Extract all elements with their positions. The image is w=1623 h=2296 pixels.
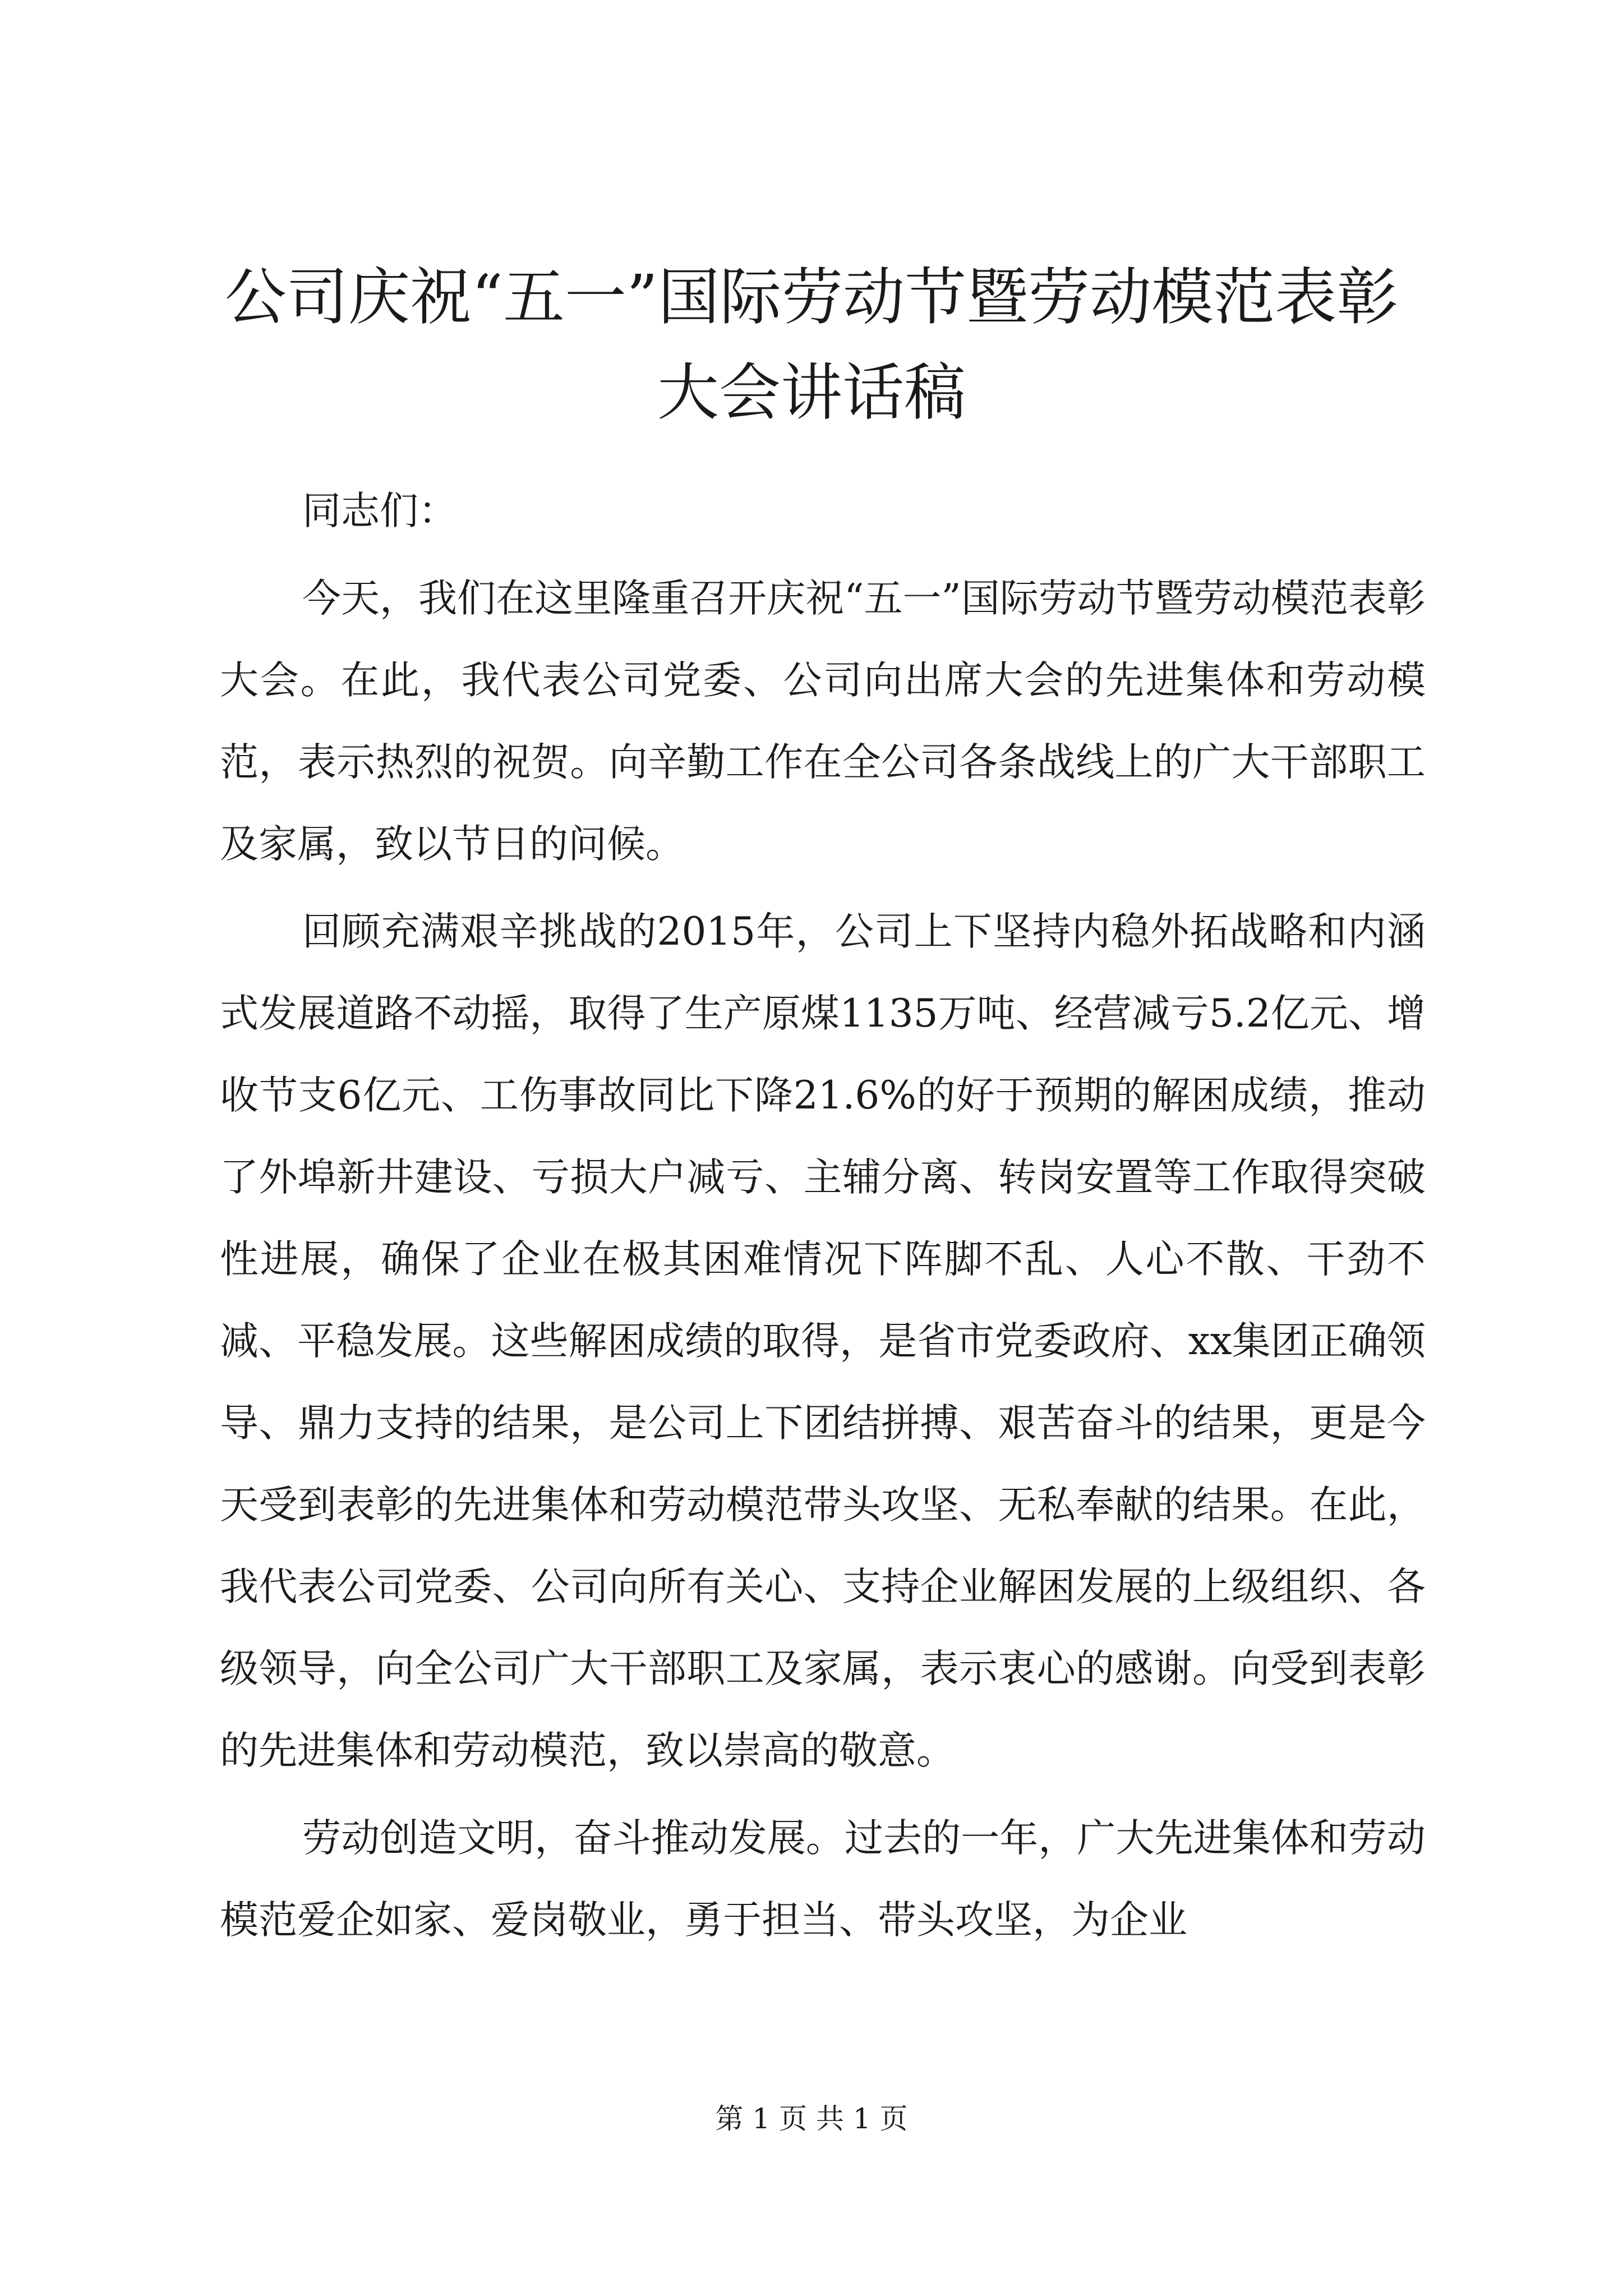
- title-line-1: 公司庆祝“五一”国际劳动节暨劳动模范表彰: [224, 261, 1399, 333]
- page-footer: 第 1 页 共 1 页: [715, 2102, 908, 2135]
- salutation: 同志们：: [302, 489, 457, 533]
- paragraph-1: 今天，我们在这里隆重召开庆祝“五一”国际劳动节暨劳动模范表彰大会。在此，我代表公司党委、公司向出席大会的先进集体和劳动模范，表示热烈的祝贺。向辛勤工作在全公司各条战线上的广大干部职工及家属，致以节日的问候。: [220, 576, 1426, 867]
- document-title: [168, 250, 1455, 440]
- paragraph-2: 回顾充满艰辛挑战的2015年，公司上下坚持内稳外拓战略和内涵式发展道路不动摇，取得了生产原煤1135万吨、经营减亏5.2亿元、增收节支6亿元、工伤事故同比下降21.6%的好于预期的解困成绩，推动了外埠新井建设、亏损大户减亏、主辅分离、转岗安置等工作取得突破性进展，确保了企业在极其困难情况下阵脚不乱、人心不散、干劲不减、平稳发展。这些解困成绩的取得，是省市党委政府、xx集团正确领导、鼎力支持的结果，是公司上下团结拼搏、艰苦奋斗的结果，更是今天受到表彰的先进集体和劳动模范带头攻坚、无私奉献的结果。在此，我代表公司党委、公司向所有关心、支持企业解困发展的上级组织、各级领导，向全公司广大干部职工及家属，表示衷心的感谢。向受到表彰的先进集体和劳动模范，致以崇高的敬意。: [220, 909, 1426, 1773]
- paragraph-3: 劳动创造文明，奋斗推动发展。过去的一年，广大先进集体和劳动模范爱企如家、爱岗敬业，勇于担当、带头攻坚，为企业: [220, 1816, 1426, 1943]
- document-body: [220, 470, 1426, 1967]
- title-line-2: 大会讲话稿: [657, 357, 966, 429]
